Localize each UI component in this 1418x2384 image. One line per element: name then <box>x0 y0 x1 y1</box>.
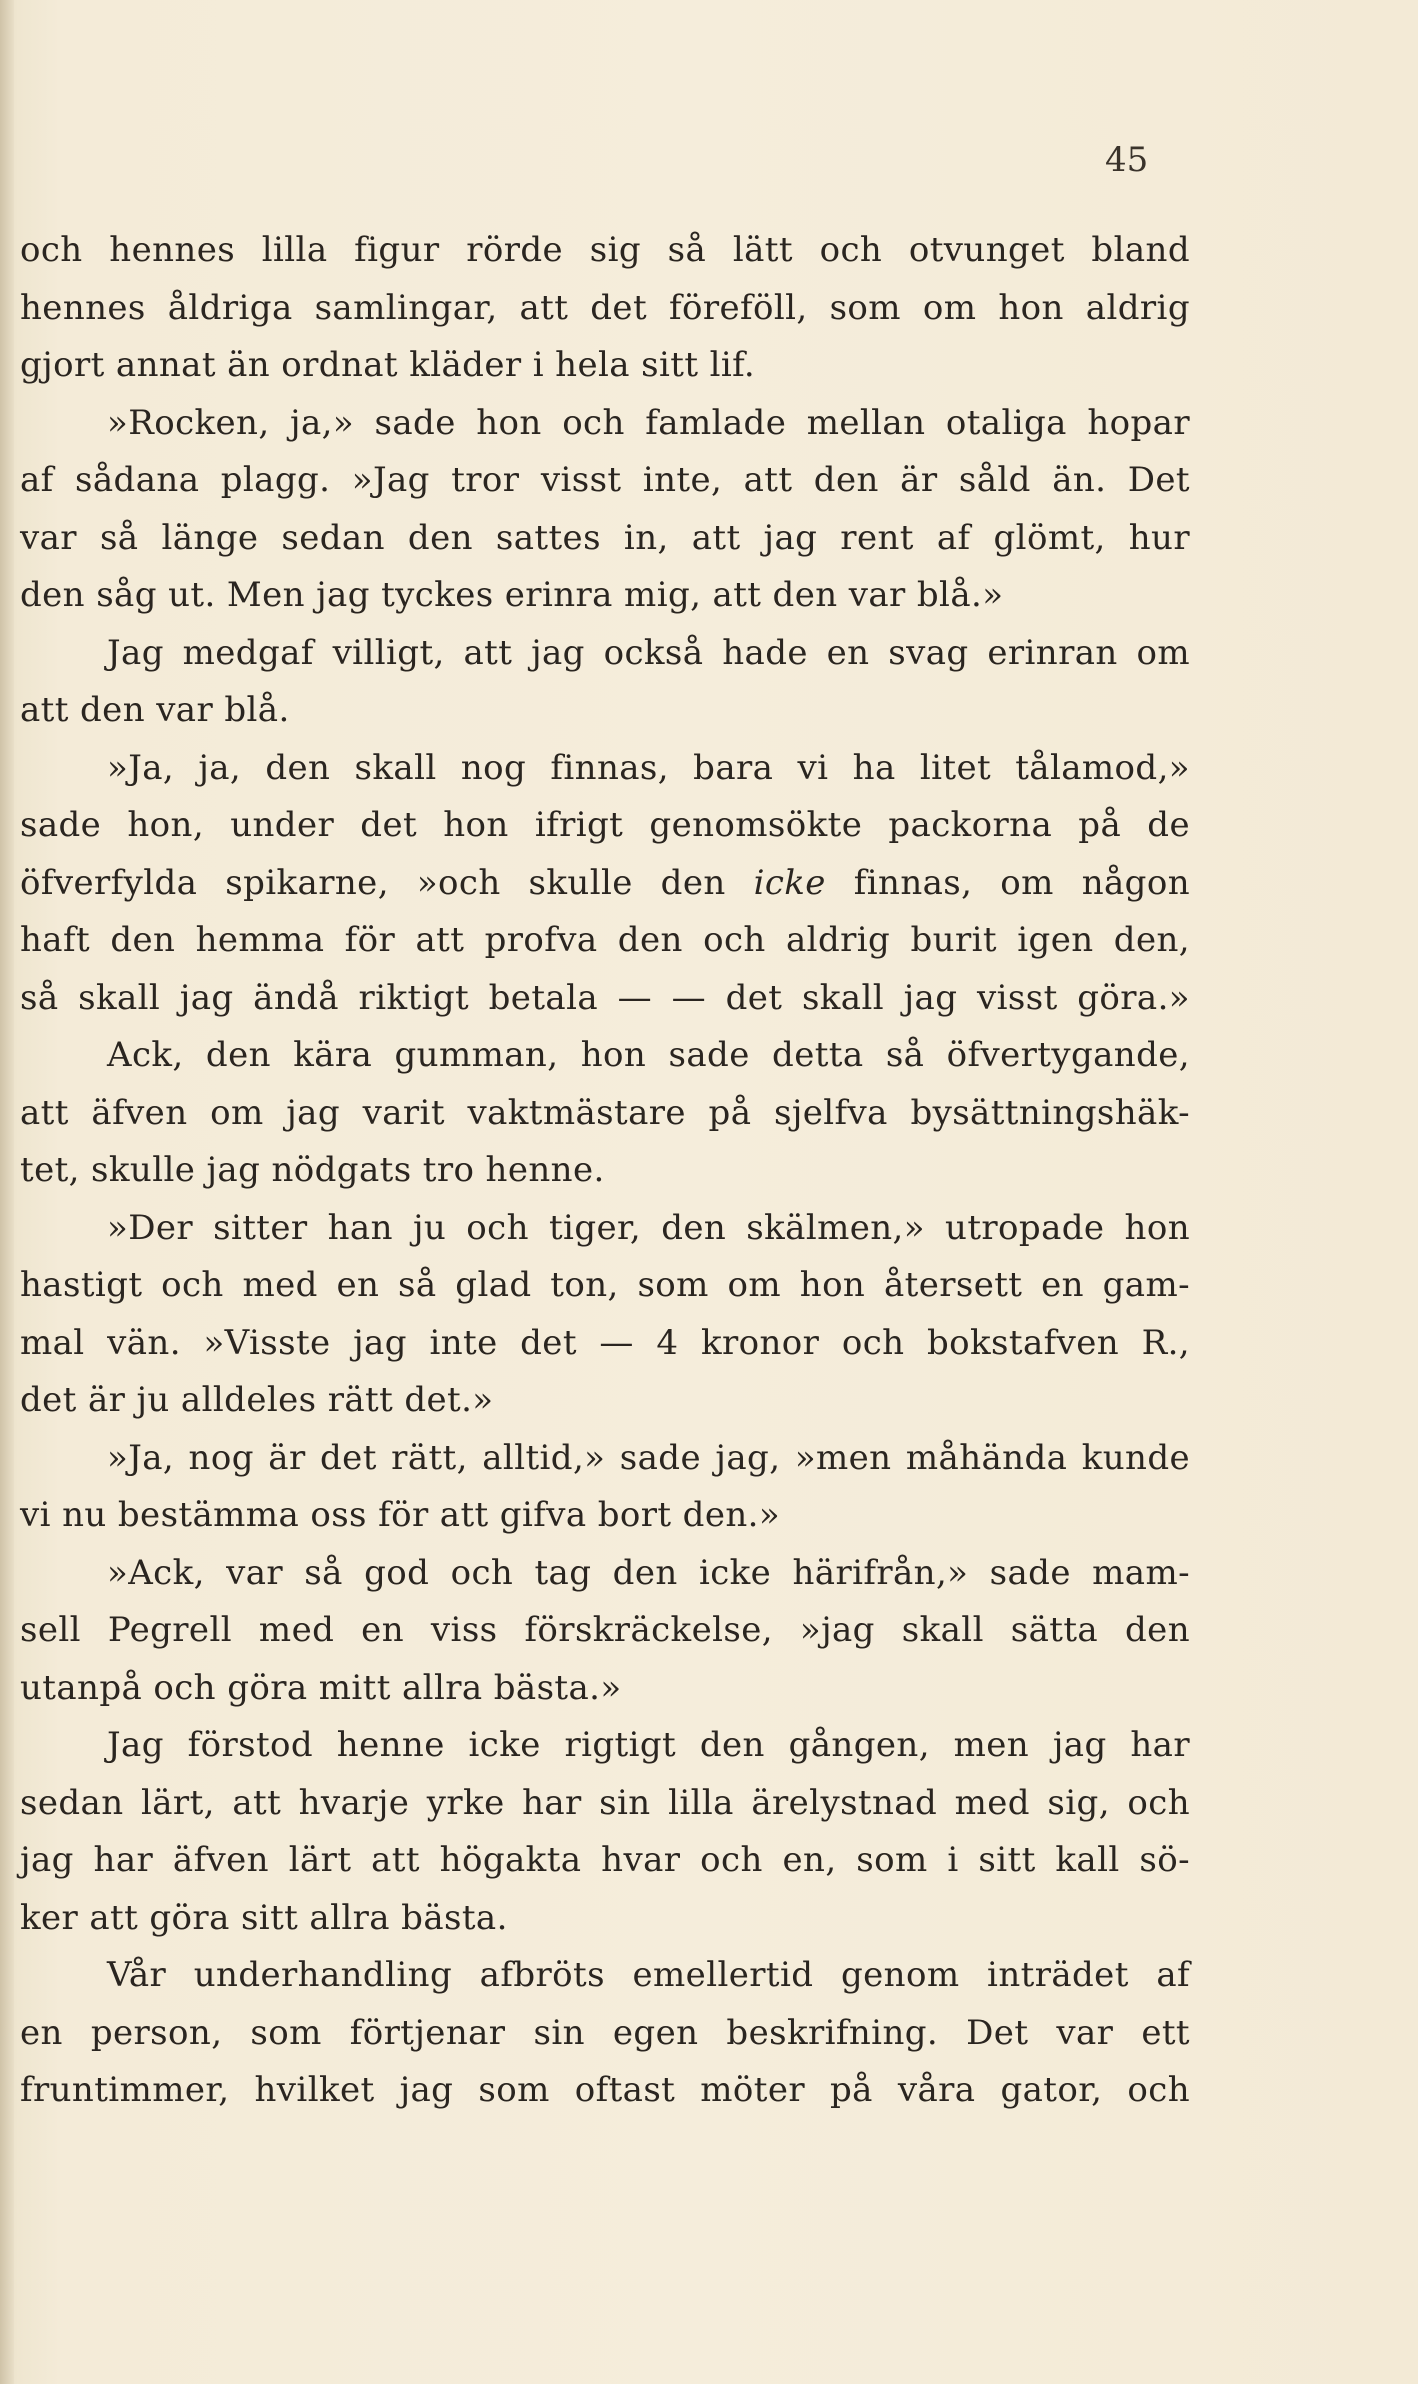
text-line: fruntimmer, hvilket jag som oftast möter på våra gator, och <box>20 2070 1190 2110</box>
text-line: sedan lärt, att hvarje yrke har sin lilla ärelystnad med sig, och <box>20 1782 1190 1823</box>
text-line: mal vän. »Visste jag inte det — 4 kronor och bokstafven R., <box>20 1322 1190 1363</box>
text-line: vi nu bestämma oss för att gifva bort den.» <box>20 1495 781 1535</box>
text-line: Jag medgaf villigt, att jag också hade en svag erinran om <box>107 632 1190 673</box>
page-number: 45 <box>1105 140 1149 180</box>
text-line: öfverfylda spikarne, »och skulle den icke finnas, om någon <box>20 862 1190 903</box>
text-line: »Ack, var så god och tag den icke härifrån,» sade mam- <box>107 1552 1190 1593</box>
text-line: det är ju alldeles rätt det.» <box>20 1380 494 1420</box>
text-line: af sådana plagg. »Jag tror visst inte, att den är såld än. Det <box>20 460 1190 500</box>
text-line: hennes åldriga samlingar, att det föreföll, som om hon aldrig <box>20 287 1190 328</box>
text-line: hastigt och med en så glad ton, som om hon återsett en gam- <box>20 1265 1190 1305</box>
text-line: den såg ut. Men jag tyckes erinra mig, att den var blå.» <box>20 575 1004 615</box>
text-line: Ack, den kära gumman, hon sade detta så öfvertygande, <box>107 1035 1190 1075</box>
text-line: att äfven om jag varit vaktmästare på sjelfva bysättningshäk- <box>20 1092 1190 1133</box>
text-line: sade hon, under det hon ifrigt genomsökte packorna på de <box>20 805 1190 845</box>
text-line: »Rocken, ja,» sade hon och famlade mellan otaliga hopar <box>107 402 1190 443</box>
page-binding-edge <box>0 0 14 2384</box>
body-text <box>20 222 1190 2120</box>
emphasized-word: icke <box>753 862 826 903</box>
text-line: så skall jag ändå riktigt betala — — det skall jag visst göra.» <box>20 977 1190 1018</box>
text-line: »Ja, nog är det rätt, alltid,» sade jag, »men måhända kunde <box>107 1437 1190 1478</box>
text-line: sell Pegrell med en viss förskräckelse, »jag skall sätta den <box>20 1610 1190 1650</box>
text-line: Jag förstod henne icke rigtigt den gången, men jag har <box>107 1725 1190 1765</box>
text-line: att den var blå. <box>20 690 290 730</box>
text-line: och hennes lilla figur rörde sig så lätt och otvunget bland <box>20 230 1190 270</box>
text-line: en person, som förtjenar sin egen beskrifning. Det var ett <box>20 2012 1190 2053</box>
text-line: gjort annat än ordnat kläder i hela sitt lif. <box>20 345 756 385</box>
text-line: utanpå och göra mitt allra bästa.» <box>20 1667 622 1708</box>
text-line: tet, skulle jag nödgats tro henne. <box>20 1150 605 1190</box>
text-line: ker att göra sitt allra bästa. <box>20 1897 508 1938</box>
text-line: Vår underhandling afbröts emellertid genom inträdet af <box>107 1955 1190 1995</box>
text-line: jag har äfven lärt att högakta hvar och en, som i sitt kall sö- <box>20 1840 1190 1880</box>
text-line: haft den hemma för att profva den och aldrig burit igen den, <box>20 920 1190 960</box>
text-line: »Der sitter han ju och tiger, den skälmen,» utropade hon <box>107 1207 1190 1248</box>
text-line: »Ja, ja, den skall nog finnas, bara vi ha litet tålamod,» <box>107 747 1190 788</box>
text-line: var så länge sedan den sattes in, att jag rent af glömt, hur <box>20 517 1190 558</box>
